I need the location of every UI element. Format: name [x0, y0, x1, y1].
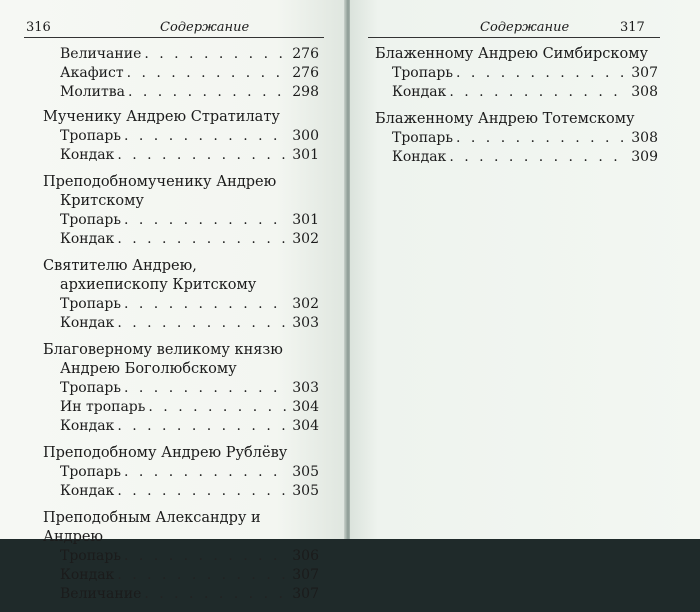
leader-dots — [117, 482, 289, 501]
header-rule — [24, 37, 324, 38]
leader-dots — [117, 566, 289, 585]
header-rule — [368, 37, 660, 38]
running-title: Содержание — [160, 20, 250, 35]
page-number: 316 — [26, 20, 51, 35]
toc-heading: Блаженному Андрею Симбирскому — [375, 46, 649, 62]
toc-heading: Мученику Андрею Стратилату — [43, 109, 280, 125]
toc-entry: Ин тропарь . . . 304 — [43, 398, 319, 417]
toc-group — [375, 45, 658, 102]
toc-heading: Благоверному великому князю Андрею Боголюбскому — [43, 342, 283, 377]
leader-dots — [144, 45, 289, 64]
toc-group — [43, 45, 319, 102]
toc-entry: Тропарь . . . 303 — [43, 379, 319, 398]
toc-entry: Тропарь . . . 307 — [375, 64, 658, 83]
leader-dots — [124, 547, 289, 566]
toc-entry: Акафист . . . 276 — [43, 64, 319, 83]
toc-entry: Тропарь . . . 306 — [43, 547, 319, 566]
toc-heading: Преподобномученику Андрею Критскому — [43, 174, 277, 209]
leader-dots — [148, 398, 289, 417]
toc-group — [43, 257, 319, 333]
leader-dots — [456, 129, 628, 148]
leader-dots — [117, 314, 289, 333]
toc-entry: Кондак . . . 304 — [43, 417, 319, 436]
toc-entry: Кондак . . . 302 — [43, 230, 319, 249]
toc-entry: Кондак . . . 305 — [43, 482, 319, 501]
leader-dots — [127, 64, 290, 83]
leader-dots — [124, 379, 289, 398]
running-title: Содержание — [480, 20, 570, 35]
toc-entry: Тропарь . . . 308 — [375, 129, 658, 148]
toc-entry: Тропарь . . . 302 — [43, 295, 319, 314]
toc-group — [43, 444, 319, 501]
toc-entry: Кондак . . . 309 — [375, 148, 658, 167]
toc-group — [43, 108, 319, 165]
leader-dots — [456, 64, 628, 83]
leader-dots — [124, 463, 289, 482]
toc-heading: Блаженному Андрею Тотемскому — [375, 111, 635, 127]
leader-dots — [449, 148, 628, 167]
leader-dots — [124, 211, 289, 230]
toc-list — [43, 45, 319, 612]
toc-group — [43, 173, 319, 249]
toc-group — [375, 110, 658, 167]
left-page — [0, 0, 346, 602]
toc-entry: Кондак . . . 301 — [43, 146, 319, 165]
toc-group — [43, 509, 319, 604]
leader-dots — [117, 146, 289, 165]
toc-list — [375, 45, 658, 175]
toc-entry: Тропарь . . . 305 — [43, 463, 319, 482]
leader-dots — [449, 83, 628, 102]
page-number: 317 — [620, 20, 645, 35]
toc-entry: Молитва . . . 298 — [43, 83, 319, 102]
toc-group — [43, 341, 319, 436]
leader-dots — [124, 295, 289, 314]
toc-entry: Кондак . . . 303 — [43, 314, 319, 333]
leader-dots — [144, 585, 289, 604]
toc-entry: Тропарь . . . 300 — [43, 127, 319, 146]
toc-entry: Кондак . . . 307 — [43, 566, 319, 585]
toc-entry: Величание . . . 307 — [43, 585, 319, 604]
toc-heading: Преподобному Андрею Рублёву — [43, 445, 288, 461]
leader-dots — [124, 127, 289, 146]
toc-entry: Кондак . . . 308 — [375, 83, 658, 102]
toc-entry: Тропарь . . . 301 — [43, 211, 319, 230]
toc-heading: Преподобным Александру и Андрею — [43, 510, 261, 545]
leader-dots — [117, 230, 289, 249]
leader-dots — [117, 417, 289, 436]
toc-heading: Святителю Андрею, архиепископу Критскому — [43, 258, 257, 293]
right-page — [350, 0, 700, 539]
leader-dots — [128, 83, 289, 102]
toc-entry: Величание . . . 276 — [43, 45, 319, 64]
